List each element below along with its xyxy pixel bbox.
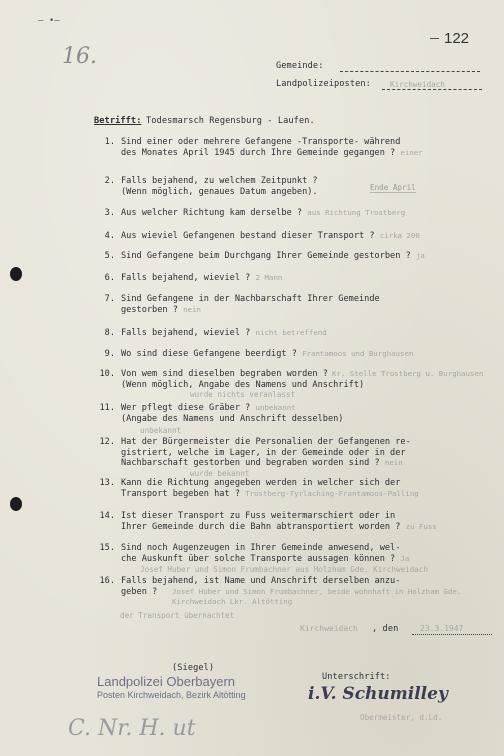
question-8 — [93, 328, 488, 339]
question-text: Falls bejahend, ist Name und Anschrift derselben anzu- — [121, 576, 401, 586]
question-text: gestorben ? — [121, 304, 178, 315]
question-text: Falls bejahend, wieviel ? — [121, 273, 251, 283]
question-15 — [93, 543, 488, 564]
date-label: , den — [372, 624, 399, 634]
faint-note: wurde bekannt — [190, 469, 250, 478]
question-number: 16. — [99, 576, 115, 586]
question-number: 7. — [104, 294, 115, 304]
punch-hole-top — [10, 267, 22, 281]
question-number: 1. — [104, 137, 115, 147]
question-text: des Monates April 1945 durch Ihre Gemeinde gegangen ? — [121, 147, 396, 158]
faint-note: unbekannt — [140, 426, 182, 435]
answer-text: nicht betreffend — [255, 328, 327, 337]
answer-text: Josef Huber und Simon Frumbachner, beide wohnhaft in Holzham Gde. Kirchweidach Lkr. Altötting — [172, 587, 462, 606]
question-9 — [93, 349, 488, 360]
answer-text: ja — [415, 251, 425, 260]
question-14 — [93, 511, 488, 532]
question-4 — [93, 231, 488, 242]
answer-text: nein — [384, 458, 403, 467]
question-text: Ist dieser Transport zu Fuss weitermarschiert oder in — [121, 511, 396, 521]
question-13 — [93, 478, 488, 499]
faint-note: Josef Huber und Simon Frumbachner aus Holzham Gde. Kirchweidach — [140, 565, 429, 574]
answer-text: 2 Mann — [255, 273, 283, 282]
answer-text: zu Fuss — [405, 521, 437, 531]
date-line — [412, 634, 492, 635]
faint-note: wurde nichts veranlasst — [190, 390, 296, 399]
answer-text: unbekannt — [255, 403, 296, 412]
question-number: 12. — [99, 437, 115, 447]
subject-label: Betrifft: — [94, 116, 142, 126]
question-text: Aus welcher Richtung kam derselbe ? — [121, 208, 303, 218]
answer-text: Trostberg-Tyrlaching-Frantamoos-Palling — [245, 488, 419, 498]
question-text: gistriert, welche im Lager, in der Gemeinde oder in der — [121, 447, 406, 458]
punch-hole-bottom — [10, 497, 22, 511]
question-number: 10. — [99, 369, 115, 379]
answer-text: Kr. Stelle Trostberg u. Burghausen — [332, 369, 484, 378]
question-text: Falls bejahend, wieviel ? — [121, 328, 251, 338]
question-text: Ihrer Gemeinde durch die Bahn abtransportiert worden ? — [121, 521, 401, 532]
question-number: 2. — [104, 176, 115, 186]
question-number: 6. — [104, 273, 115, 283]
question-text: (Wenn möglich, Angabe des Namens und Anschrift) — [121, 379, 365, 390]
question-12 — [93, 437, 488, 469]
stamp-line-1: Landpolizei Oberbayern — [97, 674, 236, 689]
question-3 — [93, 208, 488, 219]
place-name: Kirchweidach — [300, 624, 358, 633]
question-7 — [93, 294, 488, 315]
question-number: 5. — [104, 251, 115, 261]
question-text: Transport begeben hat ? — [121, 488, 240, 499]
question-text: Falls bejahend, zu welchem Zeitpunkt ? — [121, 176, 318, 186]
question-text: Hat der Bürgermeister die Personalien der Gefangenen re- — [121, 437, 411, 447]
question-2 — [93, 176, 488, 197]
gemeinde-line — [340, 71, 480, 72]
question-text: Nachbarschaft gestorben und begraben worden sind ? — [121, 458, 380, 468]
question-text: Sind Gefangene in der Nachbarschaft Ihrer Gemeinde — [121, 294, 380, 304]
date-value: 23.3.1947 — [420, 624, 464, 633]
signature-label: Unterschrift: — [322, 672, 391, 682]
subject-text: Todesmarsch Regensburg - Laufen. — [146, 116, 315, 126]
question-text: Wer pflegt diese Gräber ? — [121, 403, 251, 413]
question-number: 8. — [104, 328, 115, 338]
page-number-dash — [430, 38, 439, 39]
answer-text: einer — [400, 147, 423, 157]
landpolizeiposten-value: Kirchweidach — [390, 80, 445, 89]
page-number: 122 — [444, 30, 470, 47]
question-6 — [93, 273, 488, 284]
question-text: (Wenn möglich, genaues Datum angeben). — [121, 186, 318, 197]
question-text: Wo sind diese Gefangene beerdigt ? — [121, 349, 297, 359]
signature-rank: Obermeister, d.Ld. — [360, 713, 443, 722]
bottom-scrawl: C. Nr. H. ut — [68, 716, 196, 741]
question-text: che Auskunft über solche Transporte aussagen können ? — [121, 553, 396, 564]
question-number: 4. — [104, 231, 115, 241]
police-stamp — [97, 674, 277, 700]
question-text: Kann die Richtung angegeben werden in welcher sich der — [121, 478, 401, 488]
question-number: 14. — [99, 511, 115, 521]
gemeinde-label: Gemeinde: — [276, 61, 324, 71]
answer-text: Ja — [400, 553, 410, 563]
signature: i.V. Schumilley — [308, 684, 448, 704]
question-5 — [93, 251, 488, 262]
answer-text: Ende April — [370, 183, 416, 192]
landpolizeiposten-label: Landpolizeiposten: — [276, 79, 371, 89]
question-text: geben ? — [121, 586, 158, 597]
answer-text: aus Richtung Trostberg — [307, 208, 406, 217]
question-number: 3. — [104, 208, 115, 218]
answer-text: cirka 200 — [379, 231, 420, 240]
question-1 — [93, 137, 488, 158]
answer-text: nein — [183, 304, 201, 314]
faint-note: der Transport übernachtet — [120, 611, 235, 620]
top-left-mark: — •— — [38, 16, 60, 26]
answer-text: Frantamoos und Burghausen — [302, 349, 414, 358]
question-number: 15. — [99, 543, 115, 553]
question-text: Von wem sind dieselben begraben worden ? — [121, 369, 328, 379]
question-text: Aus wieviel Gefangenen bestand dieser Transport ? — [121, 231, 375, 241]
question-text: Sind noch Augenzeugen in Ihrer Gemeinde anwesend, wel- — [121, 543, 401, 553]
question-text: Sind Gefangene beim Durchgang Ihrer Gemeinde gestorben ? — [121, 251, 411, 261]
question-number: 9. — [104, 349, 115, 359]
stamp-line-2: Posten Kirchweidach, Bezirk Altötting — [97, 690, 246, 700]
question-text: (Angabe des Namens und Anschrift desselben) — [121, 413, 344, 424]
seal-label: (Siegel) — [172, 663, 215, 673]
question-text: Sind einer oder mehrere Gefangene -Transporte- während — [121, 137, 401, 147]
folio-mark: 16. — [62, 44, 97, 69]
question-number: 11. — [99, 403, 115, 413]
landpolizeiposten-line — [382, 89, 482, 90]
question-number: 13. — [99, 478, 115, 488]
question-11 — [93, 403, 488, 424]
